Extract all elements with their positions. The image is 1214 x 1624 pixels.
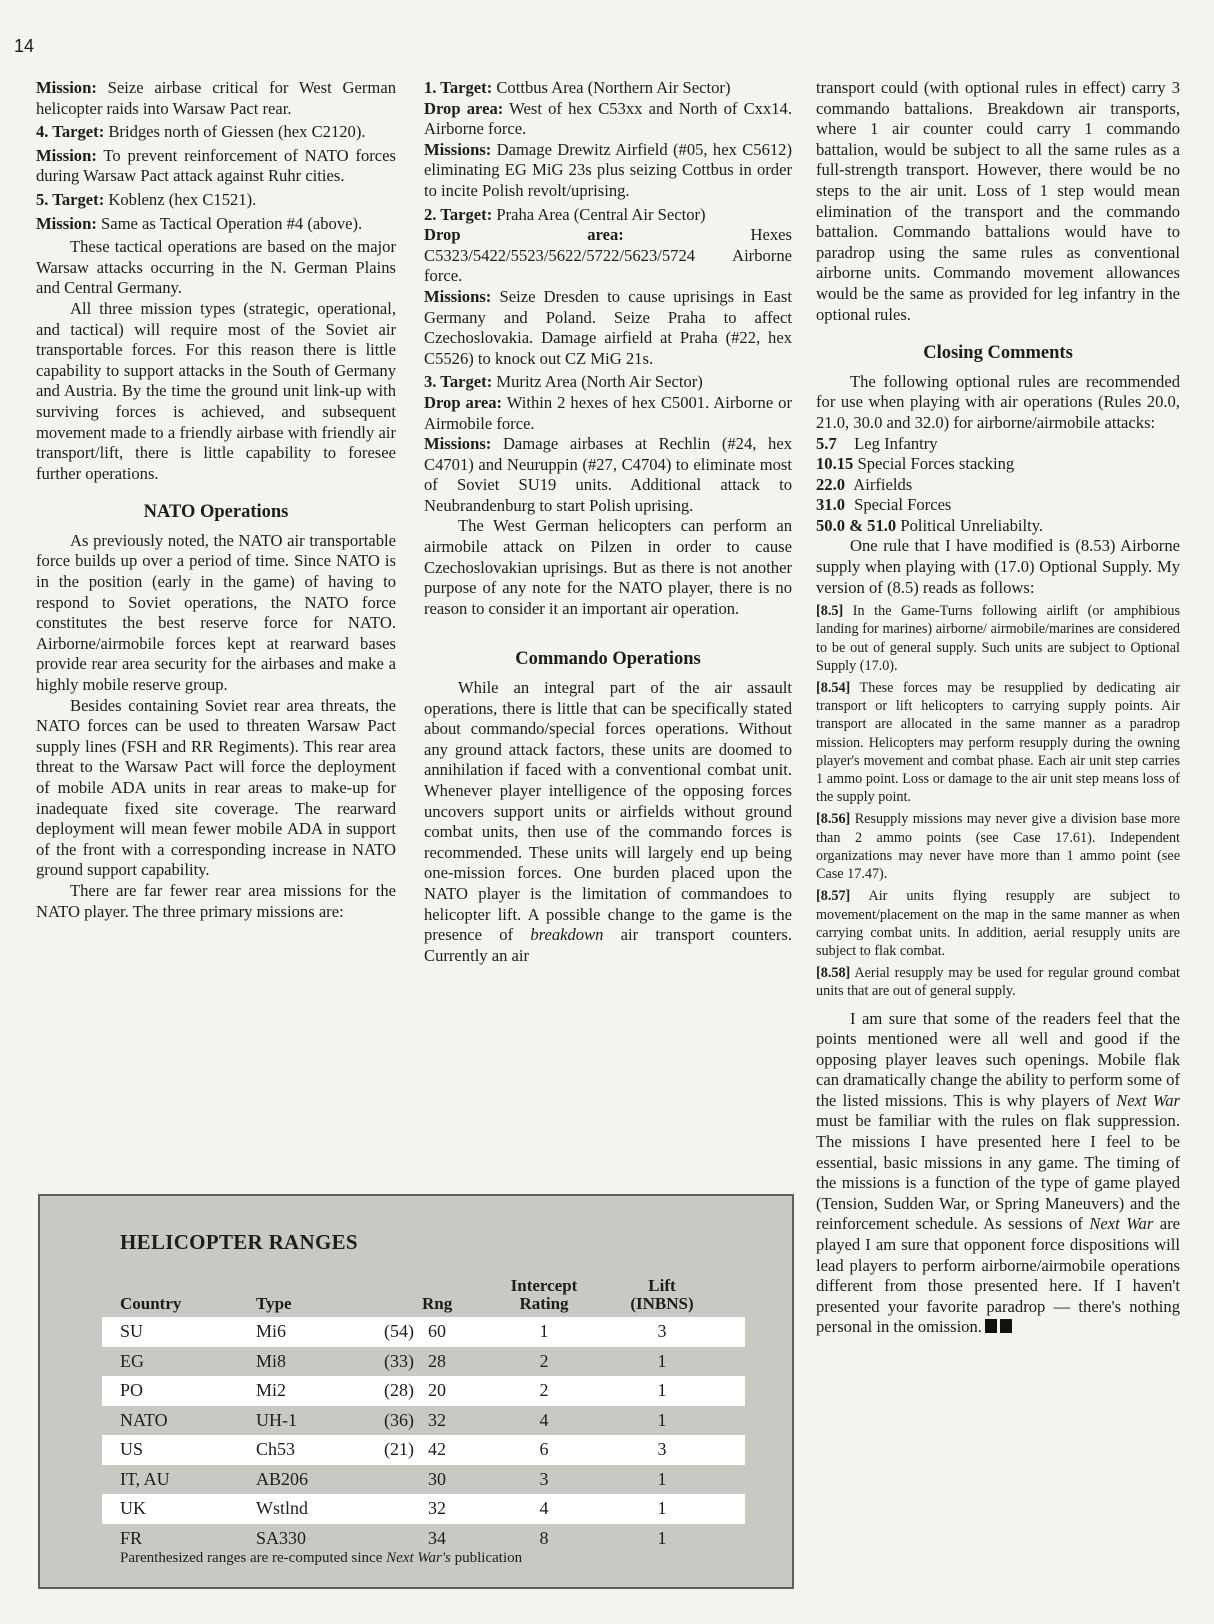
paragraph: I am sure that some of the readers feel that the points mentioned were all well and good if the opposing player leaves such openings. Mobile flak can dramatically change the ability to perform some of the listed missions. This is why players of Next War must be familiar with the rules on flak suppression. The missions I have presented here I feel to be essential, basic missions in any game. The timing of the missions is a function of the type of game played (Tension, Sudden War, or Spring Maneuvers) and the reinforcement schedule. As sessions of Next War are played I am sure that opponent force dispositions will lead players to perform airborne/airmobile operations different from those presented here. If I haven't presented your favorite paradrop — there's nothing personal in the omission.	[816, 1008, 1181, 1337]
column-header-rng: Rng	[422, 1294, 453, 1313]
section-heading-nato: NATO Operations	[143, 502, 289, 523]
table-body	[102, 1317, 745, 1553]
paragraph: Drop area: Hexes C5323/5422/5523/5622/5722/5623/5724 Airborne force.	[424, 225, 792, 286]
table-row: US Ch53 (21) 42 6 3	[102, 1435, 745, 1465]
paragraph: Mission: Same as Tactical Operation #4 (above).	[36, 213, 363, 233]
page-number: 14	[14, 36, 35, 56]
column-header-country: Country	[120, 1294, 182, 1313]
table-row: PO Mi2 (28) 20 2 1	[102, 1376, 745, 1406]
column-1	[36, 78, 396, 922]
paragraph: Missions: Seize Dresden to cause uprisings in East Germany and Poland. Seize Praha to affect Czechoslovakia. Damage airfield at Praha (#22, hex C5526) to knock out CZ MiG 21s.	[424, 286, 792, 368]
paragraph: transport could (with optional rules in effect) carry 3 commando battalions. Breakdown air transports, where 1 air counter could carry 1 commando battalion, would be subject to all the same rules as a full-strength transport. However, there would be no steps to the air unit. Loss of 1 step would mean elimination of the transport and the commando battalion. Commando battalions would have to paradrop using the same rules as conventional airborne units. Commando movement allowances would be the same as provided for leg infantry in the optional rules.	[816, 78, 1180, 324]
paragraph: 3. Target: Muritz Area (North Air Sector)	[424, 372, 703, 392]
column-2	[424, 78, 792, 966]
rule-text: [8.56] Resupply missions may never give a division base more than 2 ammo points (see Case 17.61). Independent organizations may never have more than 1 ammo point (see Case 17.47).	[816, 811, 1180, 883]
column-header-intercept: Intercept Rating	[510, 1276, 578, 1313]
paragraph: The West German helicopters can perform an airmobile attack on Pilzen in order to cause Czechoslovakian uprisings. But as there is not another purpose of any note for the NATO player, there is no reason to consider it an important air operation.	[424, 516, 792, 618]
rule-text: [8.5] In the Game-Turns following airlift (or amphibious landing for marines) airborne/ airmobile/marines are considered to be out of general supply. Such units are subject to Optional Supply (17.0).	[816, 603, 1180, 674]
paragraph: Missions: Damage airbases at Rechlin (#24, hex C4701) and Neuruppin (#27, C4704) to eliminate most of Soviet SU19 units. Additional attack to Neubrandenburg to start Polish uprising.	[424, 434, 792, 515]
rule-item: 10.15 Special Forces stacking	[816, 454, 1015, 474]
paragraph: 5. Target: Koblenz (hex C1521).	[36, 189, 257, 209]
paragraph: 2. Target: Praha Area (Central Air Sector)	[424, 204, 706, 224]
table-row: NATO UH-1 (36) 32 4 1	[120, 1409, 667, 1430]
rule-item: 5.7 Leg Infantry	[816, 433, 938, 453]
column-3	[816, 78, 1180, 1338]
rule-item: 50.0 & 51.0 Political Unreliabilty.	[816, 515, 1044, 535]
rule-text: [8.57] Air units flying resupply are subject to movement/placement on the map in the same manner as when carrying combat units. In addition, aerial resupply units are subject to flak combat.	[816, 888, 1180, 959]
section-heading-closing: Closing Comments	[923, 343, 1073, 364]
paragraph: As previously noted, the NATO air transportable force builds up over a period of time. Since NATO is in the position (early in the game) of having to respond to Soviet operations, the NATO force constitutes the best reserve force for NATO. Airborne/airmobile forces kept at rearward bases provide rear area security for the airbases and make a highly mobile reserve group.	[36, 530, 396, 695]
rule-item: 31.0 Special Forces	[816, 495, 952, 515]
rule-text: [8.54] These forces may be resupplied by dedicating air transport or lift helicopters to carrying supply points. Air transport are allocated in the same manner as a paradrop mission. Helicopters may perform resupply during the owning player's movement and combat phase. Each air unit step carries 1 ammo point. Loss or damage to the air unit step means loss of the supply point.	[816, 680, 1180, 806]
column-header-lift: Lift (INBNS)	[630, 1276, 694, 1313]
table-title: HELICOPTER RANGES	[120, 1230, 358, 1254]
paragraph: Mission: To prevent reinforcement of NATO forces during Warsaw Pact attack against Ruhr cities.	[36, 145, 396, 186]
end-mark-icon	[1000, 1319, 1012, 1333]
paragraph: 1. Target: Cottbus Area (Northern Air Sector)	[424, 78, 731, 97]
paragraph: Mission: Seize airbase critical for West German helicopter raids into Warsaw Pact rear.	[36, 78, 396, 118]
rule-text: [8.58] Aerial resupply may be used for regular ground combat units that are out of general supply.	[816, 965, 1180, 1000]
paragraph: There are far fewer rear area missions for the NATO player. The three primary missions are:	[36, 880, 396, 921]
paragraph: One rule that I have modified is (8.53) Airborne supply when playing with (17.0) Optional Supply. My version of (8.5) reads as follows:	[816, 536, 1180, 597]
column-header-type: Type	[256, 1294, 292, 1313]
paragraph: 4. Target: Bridges north of Giessen (hex C2120).	[36, 122, 366, 142]
table-row: IT, AU AB206 30 3 1	[120, 1468, 667, 1489]
paragraph: Drop area: West of hex C53xx and North of Cxx14. Airborne force.	[424, 98, 792, 139]
paragraph: The following optional rules are recommended for use when playing with air operations (Rules 20.0, 21.0, 30.0 and 32.0) for airborne/airmobile attacks:	[816, 371, 1180, 432]
table-row: UK Wstlnd 32 4 1	[102, 1494, 745, 1524]
end-mark-icon	[985, 1319, 997, 1333]
paragraph: While an integral part of the air assault operations, there is little that can be specifically stated about commando/special forces operations. Without any ground attack factors, these units are doomed to annihilation if faced with a conventional combat unit. Whenever player intelligence of the opposing forces uncovers support units or airfields without ground combat units, then use of the commando forces is recommended. These units will largely end up being one-mission forces. One burden placed upon the NATO player is the limitation of commandoes to helicopter lift. A possible change to the game is the presence of breakdown air transport counters. Currently an air	[424, 678, 792, 965]
paragraph: All three mission types (strategic, operational, and tactical) will require most of the Soviet air transportable forces. For this reason there is little capability to support attacks in the South of Germany and Austria. By the time the ground unit link-up with surviving forces is achieved, and subsequent movement made to a friendly airbase with friendly air transport/lift, there is little capability to foresee further operations.	[36, 298, 396, 483]
paragraph: Besides containing Soviet rear area threats, the NATO forces can be used to threaten Warsaw Pact supply lines (FSH and RR Regiments). This rear area threat to the Warsaw Pact will force the deployment of mobile ADA units in rear areas to make-up for inadequate fixed site coverage. The rearward deployment will mean fewer mobile ADA in support of the front with a corresponding increase in NATO ground support capability.	[36, 695, 396, 880]
paragraph: Drop area: Within 2 hexes of hex C5001. Airborne or Airmobile force.	[424, 392, 792, 433]
table-row: EG Mi8 (33) 28 2 1	[120, 1350, 667, 1371]
paragraph: These tactical operations are based on the major Warsaw attacks occurring in the N. German Plains and Central Germany.	[36, 237, 396, 298]
rule-item: 22.0 Airfields	[816, 474, 913, 494]
table-footnote: Parenthesized ranges are re-computed since Next War's publication	[120, 1550, 523, 1566]
section-heading-commando: Commando Operations	[515, 649, 701, 670]
helicopter-ranges-box	[38, 1194, 794, 1589]
paragraph: Missions: Damage Drewitz Airfield (#05, hex C5612) eliminating EG MiG 23s plus seizing Cottbus in order to incite Polish revolt/uprising.	[424, 139, 792, 200]
table-row: FR SA330 34 8 1	[120, 1527, 667, 1548]
table-row: SU Mi6 (54) 60 1 3	[102, 1317, 745, 1347]
